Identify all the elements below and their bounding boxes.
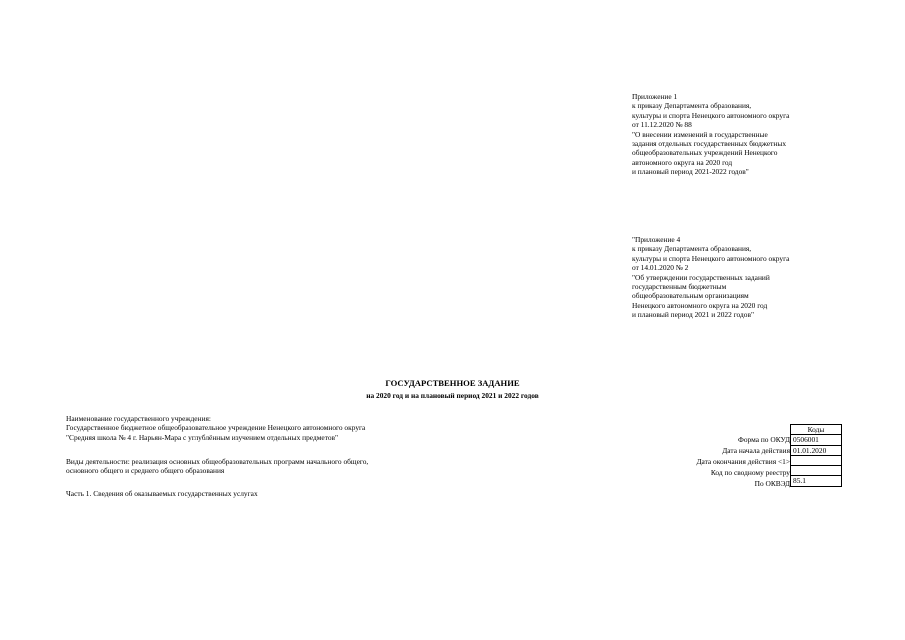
appendix-4-line: к приказу Департамента образования, — [632, 244, 752, 254]
appendix-1-line: автономного округа на 2020 год — [632, 157, 733, 167]
part-1-heading: Часть 1. Сведения об оказываемых государственных услугах — [66, 489, 258, 498]
codes-table — [790, 424, 842, 487]
appendix-1-line: общеобразовательных учреждений Ненецкого — [632, 148, 778, 158]
institution-block — [66, 414, 365, 442]
appendix-4-line: Ненецкого автономного округа на 2020 год — [632, 300, 768, 310]
okved-label: По ОКВЭД — [754, 479, 790, 488]
appendix-4-line: от 14.01.2020 № 2 — [632, 263, 689, 273]
institution-name-line: "Средняя школа № 4 г. Нарьян-Мара с углублённым изучением отдельных предметов" — [66, 432, 339, 442]
appendix-4-line: "Об утверждении государственных заданий — [632, 272, 770, 282]
appendix-1-line: к приказу Департамента образования, — [632, 101, 752, 111]
activity-line: основного общего и среднего общего образования — [66, 466, 225, 476]
end-date-value — [791, 455, 842, 465]
appendix-1-line: Приложение 1 — [632, 92, 678, 101]
document-subtitle: на 2020 год и на плановый период 2021 и 2022 годов — [366, 391, 539, 400]
activity-block — [66, 457, 368, 476]
appendix-1-line: культуры и спорта Ненецкого автономного округа — [632, 110, 790, 120]
appendix-1-line: и плановый период 2021-2022 годов" — [632, 167, 749, 177]
appendix-4-line: "Приложение 4 — [632, 235, 681, 244]
appendix-1-line: "О внесении изменений в государственные — [632, 129, 768, 139]
appendix-1-note — [632, 92, 789, 177]
appendix-4-line: культуры и спорта Ненецкого автономного округа — [632, 253, 790, 263]
okved-value: 85.1 — [791, 476, 842, 486]
start-date-label: Дата начала действия — [722, 446, 790, 455]
appendix-4-line: общеобразовательным организациям — [632, 291, 749, 301]
codes-header: Коды — [791, 425, 842, 435]
okud-label: Форма по ОКУД — [737, 435, 790, 444]
appendix-4-note — [632, 235, 789, 320]
appendix-4-line: государственным бюджетным — [632, 282, 727, 292]
registry-code-label: Код по сводному реестру — [710, 468, 790, 477]
okud-value: 0506001 — [791, 435, 842, 445]
appendix-1-line: задания отдельных государственных бюджетных — [632, 139, 787, 149]
institution-name-line: Государственное бюджетное общеобразовательное учреждение Ненецкого автономного округа — [66, 423, 366, 433]
appendix-4-line: и плановый период 2021 и 2022 годов" — [632, 310, 754, 320]
start-date-value: 01.01.2020 — [791, 445, 842, 455]
activity-line: Виды деятельности: реализация основных общеобразовательных программ начального общего, — [66, 457, 369, 466]
end-date-label: Дата окончания действия <1> — [696, 457, 790, 466]
document-title: ГОСУДАРСТВЕННОЕ ЗАДАНИЕ — [385, 378, 520, 388]
registry-code-value — [791, 466, 842, 476]
institution-label: Наименование государственного учреждения: — [66, 414, 211, 423]
appendix-1-line: от 11.12.2020 № 88 — [632, 120, 692, 130]
